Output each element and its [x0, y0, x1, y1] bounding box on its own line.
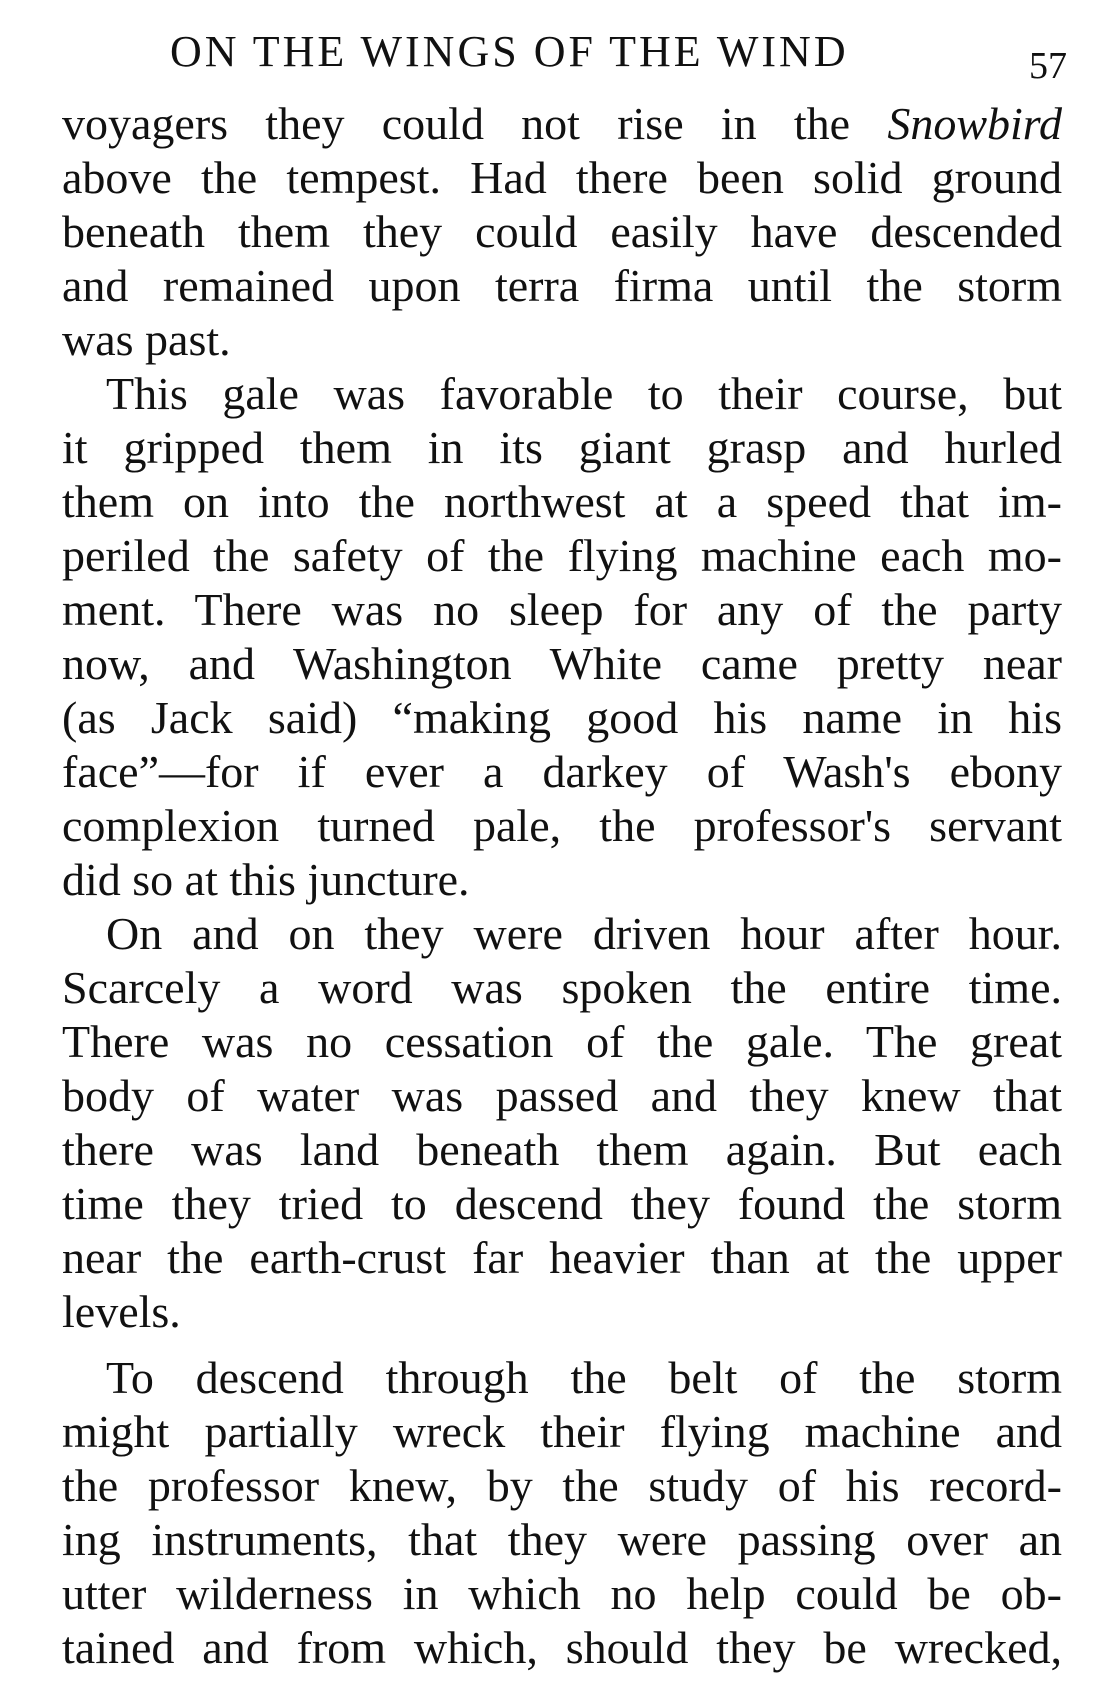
- text-line: periled the safety of the flying machine each mo-: [62, 530, 1062, 581]
- text-line: complexion turned pale, the professor's servant: [62, 800, 1062, 851]
- text-line: them on into the northwest at a speed that im-: [62, 476, 1062, 527]
- paragraph-4: [62, 1351, 1062, 1675]
- text-line: This gale was favorable to their course, but: [106, 368, 1062, 419]
- ship-name: Snowbird: [887, 98, 1062, 149]
- text-line: On and on they were driven hour after hour.: [106, 908, 1062, 959]
- text-line: face”—for if ever a darkey of Wash's ebony: [62, 746, 1062, 797]
- running-title: ON THE WINGS OF THE WIND: [170, 27, 849, 76]
- text-line: and remained upon terra firma until the storm: [62, 260, 1062, 311]
- text-line: levels.: [62, 1286, 181, 1337]
- text-line: tained and from which, should they be wrecked,: [62, 1622, 1062, 1673]
- text-line: might partially wreck their flying machine and: [62, 1406, 1062, 1457]
- text-line: it gripped them in its giant grasp and hurled: [62, 422, 1062, 473]
- text-line: the professor knew, by the study of his record-: [62, 1460, 1062, 1511]
- paragraph-2: [62, 367, 1062, 907]
- body-text: [62, 97, 1062, 1675]
- text-line: body of water was passed and they knew that: [62, 1070, 1062, 1121]
- text-line: now, and Washington White came pretty near: [62, 638, 1062, 689]
- text-line: near the earth-crust far heavier than at the upper: [62, 1232, 1062, 1283]
- text-line: utter wilderness in which no help could be ob-: [62, 1568, 1062, 1619]
- text-line: did so at this juncture.: [62, 854, 470, 905]
- paragraph-spacer: [62, 1339, 1062, 1351]
- paragraph-1: [62, 97, 1062, 367]
- text-line: To descend through the belt of the storm: [106, 1352, 1062, 1403]
- paragraph-3: [62, 907, 1062, 1339]
- text-line: was past.: [62, 314, 231, 365]
- text-line: Scarcely a word was spoken the entire time.: [62, 962, 1062, 1013]
- text-line: beneath them they could easily have descended: [62, 206, 1062, 257]
- text-line: ing instruments, that they were passing over an: [62, 1514, 1062, 1565]
- text-line: There was no cessation of the gale. The great: [62, 1016, 1062, 1067]
- page-number: 57: [1029, 45, 1067, 87]
- text-line: ment. There was no sleep for any of the party: [62, 584, 1062, 635]
- text-line: above the tempest. Had there been solid ground: [62, 152, 1062, 203]
- text-line: voyagers they could not rise in the Snowbird: [62, 98, 1062, 149]
- text-line: (as Jack said) “making good his name in his: [62, 692, 1062, 743]
- text-line: there was land beneath them again. But each: [62, 1124, 1062, 1175]
- text-line: time they tried to descend they found the storm: [62, 1178, 1062, 1229]
- running-head: [170, 22, 1067, 87]
